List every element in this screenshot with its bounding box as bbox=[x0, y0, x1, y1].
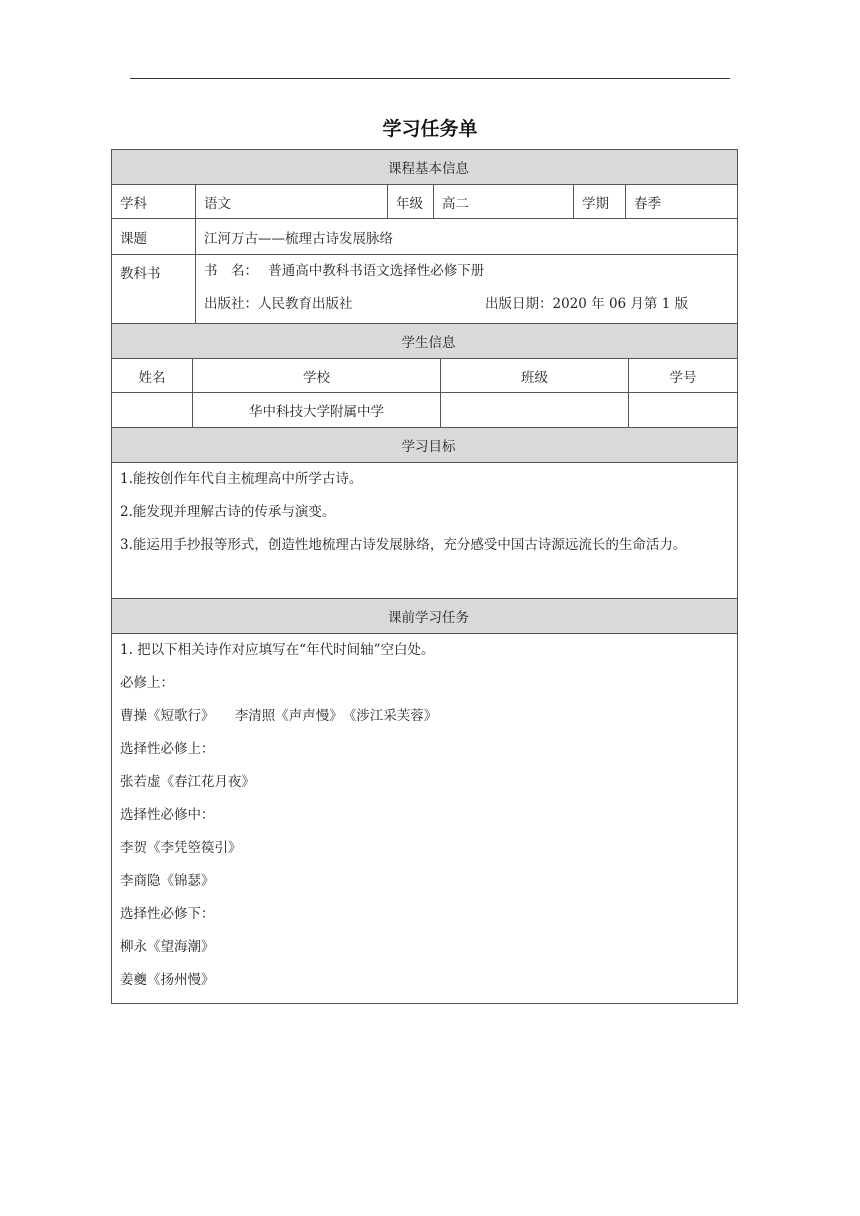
document-title: 学习任务单 bbox=[382, 118, 478, 140]
goal-item: 1.能按创作年代自主梳理高中所学古诗。 bbox=[120, 471, 363, 487]
grade-label: 年级 bbox=[388, 185, 434, 219]
task-line: 1. 把以下相关诗作对应填写在“年代时间轴”空白处。 bbox=[120, 642, 435, 658]
student-info-header: 学生信息 bbox=[112, 324, 738, 359]
course-info-table bbox=[111, 149, 738, 324]
student-info-table bbox=[111, 323, 738, 428]
subject-value: 语文 bbox=[196, 185, 388, 219]
task-line: 选择性必修中： bbox=[120, 807, 215, 823]
task-line: 柳永《望海潮》 bbox=[120, 939, 215, 955]
task-line: 选择性必修上： bbox=[120, 741, 215, 757]
term-value: 春季 bbox=[626, 185, 738, 219]
learning-table bbox=[111, 427, 738, 1004]
tasks-list bbox=[112, 634, 738, 1004]
student-id-cell bbox=[629, 393, 738, 428]
task-line: 选择性必修下： bbox=[120, 906, 215, 922]
task-line: 李商隐《锦瑟》 bbox=[120, 873, 215, 889]
column-header-name: 姓名 bbox=[112, 359, 193, 393]
task-line: 曹操《短歌行》 李清照《声声慢》 《涉江采芙蓉》 bbox=[120, 708, 438, 724]
student-school-cell: 华中科技大学附属中学 bbox=[193, 393, 441, 428]
textbook-details bbox=[196, 255, 738, 324]
course-info-header: 课程基本信息 bbox=[112, 150, 738, 185]
task-line: 张若虚《春江花月夜》 bbox=[120, 774, 255, 790]
topic-value: 江河万古——梳理古诗发展脉络 bbox=[196, 219, 738, 255]
term-label: 学期 bbox=[574, 185, 626, 219]
column-header-school: 学校 bbox=[193, 359, 441, 393]
header-rule bbox=[130, 78, 730, 79]
task-line: 必修上： bbox=[120, 675, 174, 691]
goal-item: 2.能发现并理解古诗的传承与演变。 bbox=[120, 504, 336, 520]
goals-header: 学习目标 bbox=[112, 428, 738, 463]
textbook-label: 教科书 bbox=[112, 255, 196, 324]
task-line: 姜夔《扬州慢》 bbox=[120, 972, 215, 988]
grade-value: 高二 bbox=[434, 185, 574, 219]
tasks-header: 课前学习任务 bbox=[112, 599, 738, 634]
student-class-cell bbox=[441, 393, 629, 428]
column-header-class: 班级 bbox=[441, 359, 629, 393]
pub-date-label: 出版日期： bbox=[485, 296, 553, 312]
pub-date-value: 2020 年 06 月第 1 版 bbox=[552, 296, 689, 312]
topic-label: 课题 bbox=[112, 219, 196, 255]
publisher-label: 出版社： bbox=[204, 296, 258, 312]
goal-item: 3.能运用手抄报等形式，创造性地梳理古诗发展脉络，充分感受中国古诗源远流长的生命活力。 bbox=[120, 537, 687, 553]
column-header-student-id: 学号 bbox=[629, 359, 738, 393]
publisher-value: 人民教育出版社 bbox=[258, 296, 353, 312]
book-name-line bbox=[204, 255, 737, 288]
book-name-label: 书 名： bbox=[204, 263, 258, 279]
book-name-value: 普通高中教科书语文选择性必修下册 bbox=[268, 263, 485, 279]
subject-label: 学科 bbox=[112, 185, 196, 219]
goals-list bbox=[112, 463, 738, 599]
task-line: 李贺《李凭箜篌引》 bbox=[120, 840, 242, 856]
student-name-cell bbox=[112, 393, 193, 428]
pub-date bbox=[485, 288, 688, 321]
publisher-line bbox=[204, 288, 737, 321]
